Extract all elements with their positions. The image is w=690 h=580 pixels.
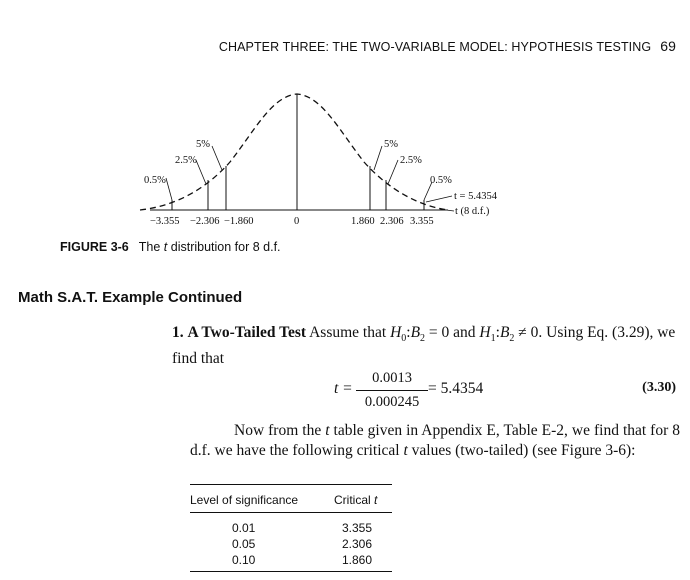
table-cell-critical: 1.860	[342, 553, 373, 567]
t-value-label: t = 5.4354	[454, 191, 497, 202]
equation-fraction	[356, 370, 428, 411]
axis-label: t (8 d.f.)	[455, 206, 490, 217]
table-header-level: Level of significance	[190, 493, 299, 507]
table-cell-level: 0.10	[232, 553, 256, 567]
chapter-title: CHAPTER THREE: THE TWO-VARIABLE MODEL: HYPOTHESIS TESTING	[218, 40, 652, 54]
tick-label-neg-3355: −3.355	[150, 216, 180, 227]
leader-right-5	[374, 146, 382, 170]
leader-left-5	[212, 146, 222, 170]
right-tail-label-5: 5%	[384, 139, 398, 150]
tick-label-1860: 1.860	[351, 216, 375, 227]
table-cell-level: 0.01	[232, 521, 256, 535]
table-header-critical: Critical t	[334, 493, 378, 507]
leader-left-0-5	[166, 178, 172, 200]
left-tail-label-2-5: 2.5%	[175, 155, 197, 166]
tick-label-zero: 0	[294, 216, 300, 227]
item-two-tailed-test: 1. A Two-Tailed Test Assume that $H_0:B_2 = 0$ and $H_1:B_2 \ne 0$. Using Eq. (3.29), we find that	[172, 324, 676, 368]
section-title: Math S.A.T. Example Continued	[18, 289, 243, 306]
table-cell-level: 0.05	[232, 537, 256, 551]
equation-rhs: = 5.4354	[428, 380, 484, 397]
left-tail-label-5: 5%	[196, 139, 210, 150]
tick-label-2306: 2.306	[380, 216, 404, 227]
item-number: 1.	[172, 324, 184, 341]
tick-label-neg-1860: −1.860	[224, 216, 254, 227]
right-tail-label-2-5: 2.5%	[400, 155, 422, 166]
leader-left-2-5	[196, 160, 206, 184]
figure-label: FIGURE 3-6	[60, 240, 129, 254]
leader-axis-label	[446, 210, 454, 211]
table-bottom-rule	[190, 571, 392, 572]
table-cell-critical: 3.355	[342, 521, 373, 535]
t-distribution-figure	[0, 0, 690, 240]
item-lead: A Two-Tailed Test	[187, 324, 307, 341]
page-number: 69	[660, 38, 676, 54]
table-header-rule	[190, 512, 392, 513]
leader-t-value	[426, 196, 452, 202]
table-top-rule	[190, 484, 392, 485]
figure-caption: FIGURE 3-6 The t distribution for 8 d.f.	[60, 240, 281, 254]
equation-numerator: 0.0013	[372, 370, 412, 386]
body-paragraph: Now from the t table given in Appendix E, Table E-2, we find that for 8 d.f. we have the following critical t values (two-tailed) (see Figure 3-6):	[190, 422, 681, 459]
table-cell-critical: 2.306	[342, 537, 373, 551]
leader-right-2-5	[388, 160, 398, 184]
t-density-curve	[140, 94, 448, 210]
left-tail-label-0-5: 0.5%	[144, 175, 166, 186]
right-tail-label-0-5: 0.5%	[430, 175, 452, 186]
equation-number: (3.30)	[642, 380, 676, 395]
equation-lhs: t =	[334, 380, 353, 397]
tick-label-3355: 3.355	[410, 216, 434, 227]
equation-denominator: 0.000245	[356, 390, 428, 411]
tick-label-neg-2306: −2.306	[190, 216, 220, 227]
